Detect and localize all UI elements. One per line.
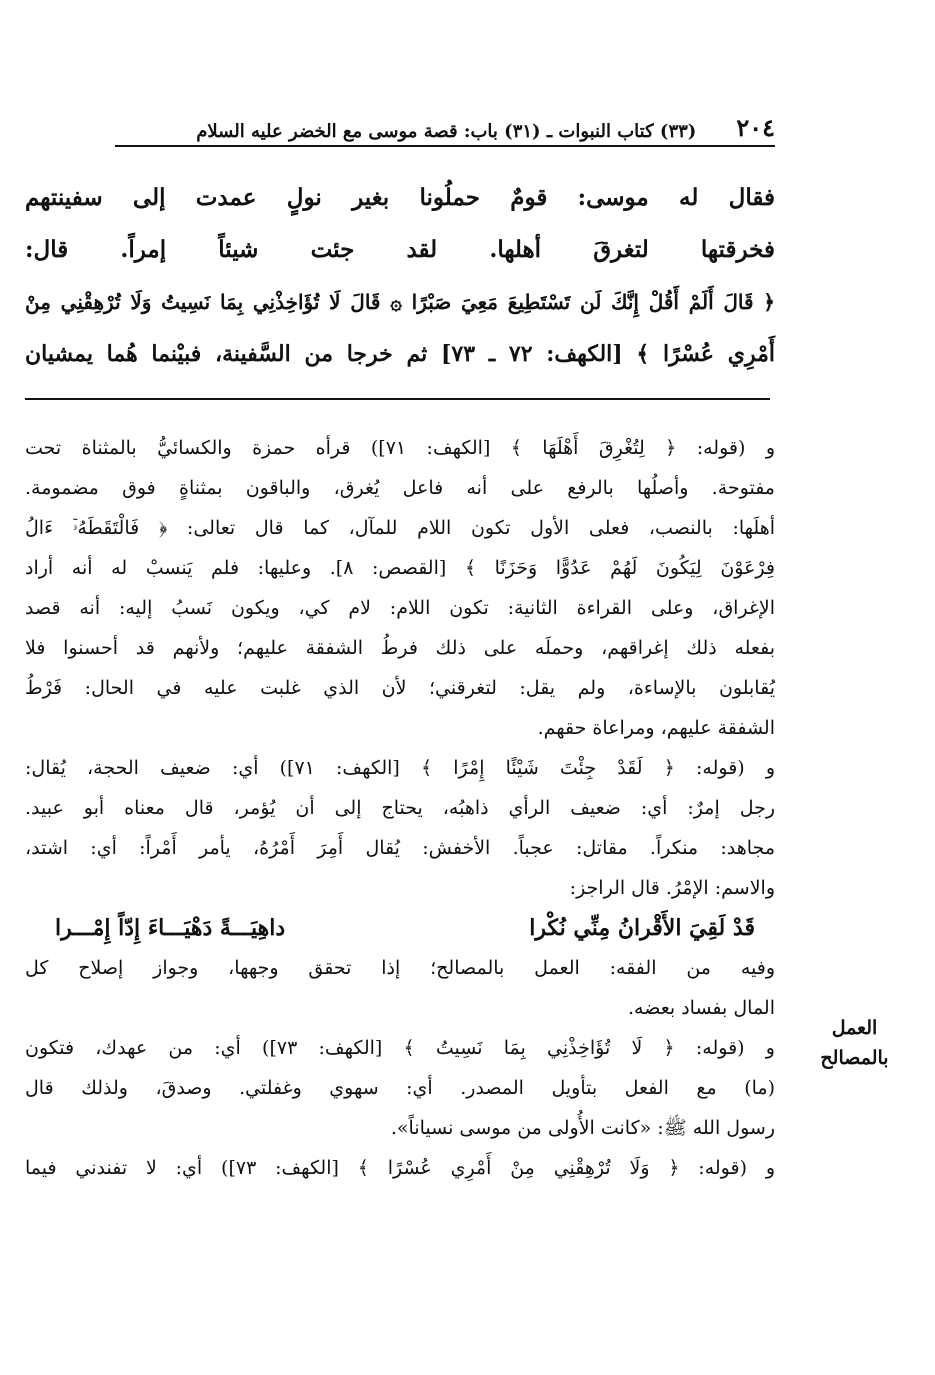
commentary-line: و (قوله: ﴿ لَا تُؤَاخِذْنِي بِمَا نَسِيتُ ﴾ [الكهف: ٧٣]) أي: من عهدك، فتكون [25,1037,775,1059]
commentary-line: و (قوله: ﴿ لَقَدْ جِئْتَ شَيْئًا إِمْرًا ﴾ [الكهف: ٧١]) أي: ضعيف الحجة، يُقال: [25,757,776,779]
commentary-line: بفعله ذلك إغراقهم، وحملَه على ذلك فرطُ الشفقة عليهم؛ ولأنهم قد أحسنوا فلا [25,637,775,659]
page-number: ٢٠٤ [736,113,775,142]
header-rule [115,145,775,147]
section-divider [25,398,770,400]
commentary-line: والاسم: الإمْرُ. قال الراجز: [569,877,775,899]
commentary-line: يُقابلون بالإساءة، ولم يقل: لتغرقني؛ لأن الذي غلبت عليه في الحال: فَرْطُ [25,677,775,699]
poetry-verse [25,908,775,948]
commentary-line: أهلَها: بالنصب، فعلى الأول تكون اللام للمآل، كما قال تعالى: ﴿ فَالْتَقَطَهُۥٓ ءَالُ [25,517,775,539]
hadith-line: أَمْرِي عُسْرًا ﴾ [الكهف: ٧٢ ـ ٧٣] ثم خرجا من السَّفينة، فبيْنما هُما يمشيان [25,341,776,367]
commentary-line: و (قوله: ﴿ لِتُغْرِقَ أَهْلَهَا ﴾ [الكهف: ٧١]) قرأه حمزة والكسائيُّ بالمثناة تحت [25,437,775,459]
margin-note-line: العمل [831,1017,878,1039]
hadith-line: فقال له موسى: قومٌ حملُونا بغير نولٍ عمدت إلى سفينتهم [25,184,775,211]
commentary-line: رسول الله ﷺ: «كانت الأُولى من موسى نسياناً». [390,1117,775,1139]
commentary-line: وفيه من الفقه: العمل بالمصالح؛ إذا تحقق وجهها، وجواز إصلاح كل [25,957,775,979]
hadith-line: ﴿ قَالَ أَلَمْ أَقُلْ إِنَّكَ لَن تَسْتَطِيعَ مَعِيَ صَبْرًا ۞ قَالَ لَا تُؤَاخِذْنِي بِمَا نَسِيتُ وَلَا تُرْهِقْنِي مِنْ [25,290,775,314]
commentary-line: (ما) مع الفعل بتأويل المصدر. أي: سهوي وغفلتي. وصدقَ، ولذلك قال [25,1077,775,1099]
commentary-line: مفتوحة. وأصلُها بالرفع على أنه فاعل يُغرق، والباقون بمثناةٍ فوق مضمومة. [25,477,775,499]
commentary-line: مجاهد: منكراً. مقاتل: عجباً. الأخفش: يُقال أَمِرَ أَمْرُهُ، يأمر أَمْراً: أي: اشتد، [25,837,775,859]
commentary-line: و (قوله: ﴿ وَلَا تُرْهِقْنِي مِنْ أَمْرِي عُسْرًا ﴾ [الكهف: ٧٣]) أي: لا تفندني فيما [25,1157,775,1179]
commentary-line: فِرْعَوْنَ لِيَكُونَ لَهُمْ عَدُوًّا وَحَزَنًا ﴾ [القصص: ٨]. وعليها: فلم يَنسبْ له أنه أراد [25,557,775,579]
verse-left-hemistich: داهِيَـــةً دَهْيَـــاءَ إِدّاً إِمْـــرا [55,915,286,941]
verse-right-hemistich: قَدْ لَقِيَ الأَقْرانُ مِنِّي نُكْرا [529,915,755,941]
margin-note-line: بالمصالح [820,1047,889,1069]
commentary-line: الشفقة عليهم، ومراعاة حقهم. [537,717,775,739]
commentary-line: الإغراق، وعلى القراءة الثانية: تكون اللام: لام كي، ويكون نَسبُ إليه: أنه قصد [25,597,775,619]
hadith-line: فخرقتها لتغرقَ أهلها. لقد جئت شيئاً إمراً. قال: [25,236,775,263]
hadith-text [25,172,775,380]
margin-note [812,1013,897,1073]
commentary-line: المال بفساد بعضه. [628,997,775,1019]
commentary-text [25,428,775,1188]
running-title: (٣٣) كتاب النبوات ـ (٣١) باب: قصة موسى مع الخضر عليه السلام [196,121,697,142]
commentary-line: رجل إمرٌ: أي: ضعيف الرأي ذاهبُه، يحتاج إلى أن يُؤمر، قال معناه أبو عبيد. [25,797,775,819]
page-header [115,112,775,142]
